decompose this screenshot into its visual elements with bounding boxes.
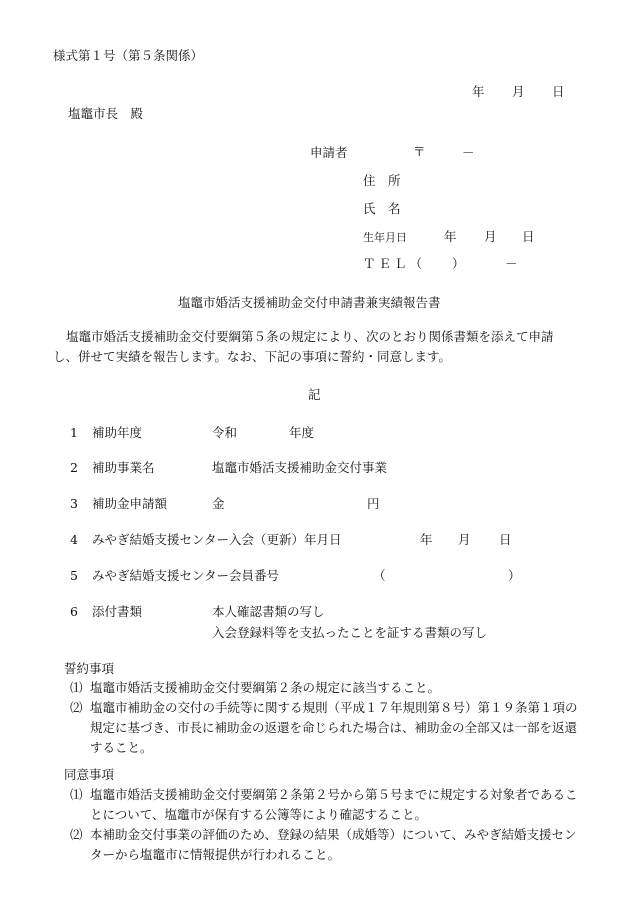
pledge-item-2: 塩竈市補助金の交付の手続等に関する規則（平成１７年規則第８号）第１９条第１項の規定に基づき、市長に補助金の返還を命じられた場合は、補助金の全部又は一部を返還すること。 [90, 700, 578, 755]
tel-dash: － [505, 256, 518, 271]
dob-day-label: 日 [522, 229, 535, 244]
attachment-line-2: 入会登録料等を支払ったことを証する書類の写し [212, 625, 488, 640]
address-label: 住 所 [363, 173, 401, 188]
item-number: 4 [70, 532, 78, 547]
dob-label: 生年月日 [363, 231, 407, 244]
member-number-open: （ [373, 568, 386, 583]
member-number-close: ） [508, 568, 521, 583]
attachment-line-1: 本人確認書類の写し [212, 604, 325, 619]
item-suffix-yen: 円 [367, 496, 380, 511]
postal-mark: 〒 [413, 144, 426, 159]
item-value-kin: 金 [212, 496, 225, 511]
postal-dash: － [462, 145, 475, 160]
item-label-project-name: 補助事業名 [92, 460, 155, 475]
document-title: 塩竈市婚活支援補助金交付申請書兼実績報告書 [178, 295, 441, 310]
pledge-mark-2: ⑵ [70, 700, 83, 715]
tel-label: ＴＥＬ（ [363, 256, 426, 271]
item-number: 6 [70, 604, 78, 619]
dob-month-label: 月 [484, 229, 497, 244]
name-label: 氏 名 [363, 201, 401, 216]
item-number: 2 [70, 460, 78, 475]
join-date-month-label: 月 [458, 532, 471, 547]
ki-heading: 記 [308, 387, 321, 402]
addressee: 塩竈市長 殿 [68, 106, 144, 121]
item-value-era: 令和 [212, 425, 238, 440]
item-value-project-name: 塩竈市婚活支援補助金交付事業 [212, 460, 388, 475]
item-number: 5 [70, 568, 78, 583]
consent-item-1: 塩竈市婚活支援補助金交付要綱第２条第２号から第５号までに規定する対象者であることについて、塩竈市が保有する公簿等により確認すること。 [90, 787, 578, 822]
pledge-item-1: 塩竈市婚活支援補助金交付要綱第２条の規定に該当すること。 [90, 680, 441, 695]
pledge-mark-1: ⑴ [70, 680, 83, 695]
form-number: 様式第１号（第５条関係） [53, 48, 204, 63]
consent-item-2: 本補助金交付事業の評価のため、登録の結果（成婚等）について、みやぎ結婚支援センターから塩竈市に情報提供が行われること。 [90, 827, 577, 862]
consent-mark-2: ⑵ [70, 827, 83, 842]
dob-year-label: 年 [444, 229, 457, 244]
applicant-label: 申請者 [310, 145, 348, 160]
pledge-heading: 誓約事項 [64, 661, 115, 676]
date-day-label: 日 [552, 84, 565, 99]
item-label-attachments: 添付書類 [92, 604, 143, 619]
item-label-join-date: みやぎ結婚支援センター入会（更新）年月日 [92, 532, 342, 547]
item-label-member-number: みやぎ結婚支援センター会員番号 [92, 568, 280, 583]
join-date-day-label: 日 [499, 532, 512, 547]
item-number: 3 [70, 496, 78, 511]
join-date-year-label: 年 [420, 532, 433, 547]
item-suffix-fiscal-year: 年度 [289, 425, 315, 440]
item-label-amount: 補助金申請額 [92, 496, 168, 511]
consent-mark-1: ⑴ [70, 787, 83, 802]
item-number: 1 [70, 425, 78, 440]
intro-paragraph: 塩竈市婚活支援補助金交付要綱第５条の規定により、次のとおり関係書類を添えて申請し、併せて実績を報告します。なお、下記の事項に誓約・同意します。 [53, 329, 554, 364]
date-year-label: 年 [472, 84, 485, 99]
item-label-fiscal-year: 補助年度 [92, 425, 143, 440]
tel-close: ） [452, 256, 465, 271]
date-month-label: 月 [512, 84, 525, 99]
consent-heading: 同意事項 [64, 767, 115, 782]
